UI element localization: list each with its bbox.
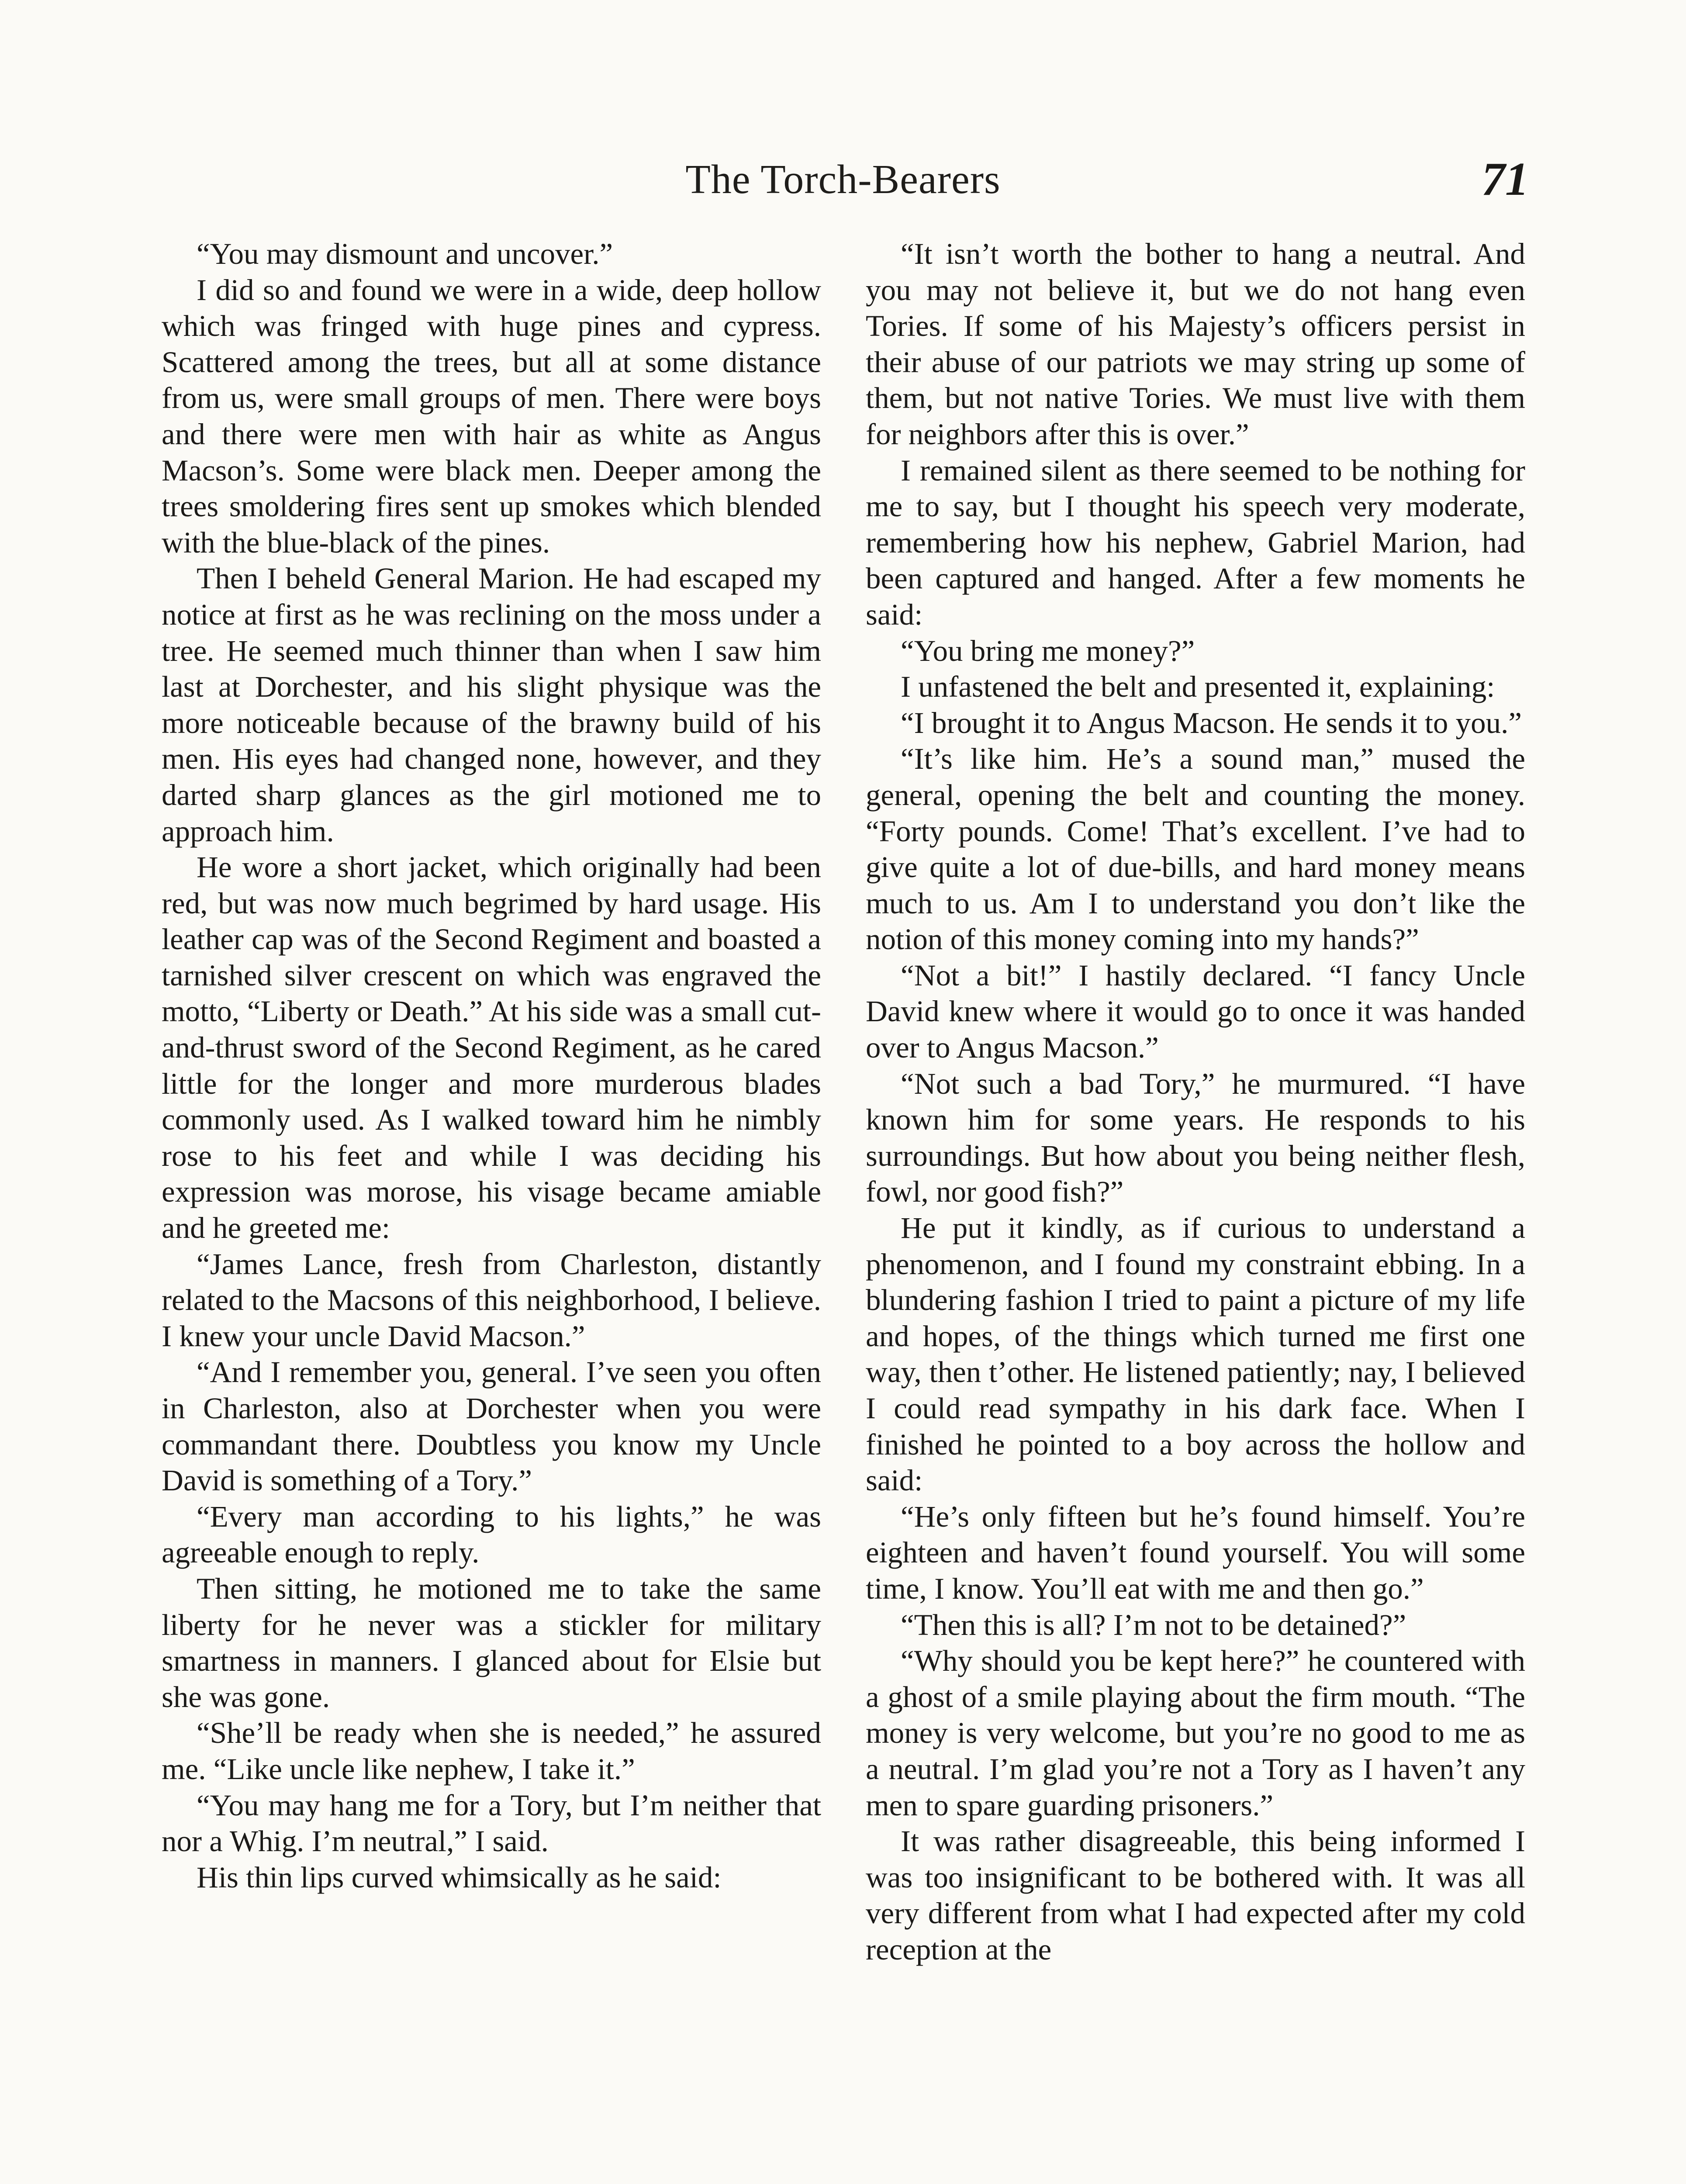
- paragraph: I remained silent as there seemed to be nothing for me to say, but I thought his speech very moderate, remembering how his nephew, Gabriel Marion, had been captured and hanged. After a few moments he said:: [866, 453, 1525, 631]
- paragraph: He wore a short jacket, which originally had been red, but was now much begrimed by hard usage. His leather cap was of the Second Regiment and boasted a tarnished silver crescent on which was engraved the motto, “Liberty or Death.” At his side was a small cut-and-thrust sword of the Second Regiment, as he cared little for the longer and more murderous blades commonly used. As I walked toward him he nimbly rose to his feet and while I was deciding his expression was morose, his visage became amiable and he greeted me:: [162, 850, 821, 1245]
- paragraph: “Not a bit!” I hastily declared. “I fancy Uncle David knew where it would go to once it was handed over to Angus Macson.”: [866, 958, 1525, 1064]
- paragraph: “You may hang me for a Tory, but I’m neither that nor a Whig. I’m neutral,” I said.: [162, 1788, 821, 1858]
- left-text-column: [162, 236, 821, 1895]
- paragraph: I unfastened the belt and presented it, explaining:: [901, 670, 1495, 704]
- paragraph: “You may dismount and uncover.”: [197, 237, 613, 270]
- right-text-column: [866, 236, 1525, 1968]
- paragraph: “I brought it to Angus Macson. He sends it to you.”: [901, 706, 1522, 740]
- paragraph: His thin lips curved whimsically as he said:: [197, 1860, 722, 1894]
- paragraph: “She’ll be ready when she is needed,” he assured me. “Like uncle like nephew, I take it.”: [162, 1716, 821, 1786]
- paragraph: “Not such a bad Tory,” he murmured. “I have known him for some years. He responds to his surroundings. But how about you being neither flesh, fowl, nor good fish?”: [866, 1067, 1525, 1209]
- paragraph: Then sitting, he motioned me to take the same liberty for he never was a stickler for military smartness in manners. I glanced about for Elsie but she was gone.: [162, 1572, 821, 1714]
- paragraph: I did so and found we were in a wide, deep hollow which was fringed with huge pines and cypress. Scattered among the trees, but all at some distance from us, were small groups of men. There were boys and there were men with hair as white as Angus Macson’s. Some were black men. Deeper among the trees smoldering fires sent up smokes which blended with the blue-black of the pines.: [162, 273, 821, 559]
- paragraph: “Then this is all? I’m not to be detained?”: [901, 1608, 1406, 1641]
- paragraph: He put it kindly, as if curious to understand a phenomenon, and I found my constraint ebbing. In a blundering fashion I tried to paint a picture of my life and hopes, of the things which turned me first one way, then t’other. He listened patiently; nay, I believed I could read sympathy in his dark face. When I finished he pointed to a boy across the hollow and said:: [866, 1211, 1525, 1497]
- paragraph: “Why should you be kept here?” he countered with a ghost of a smile playing about the firm mouth. “The money is very welcome, but you’re no good to me as a neutral. I’m glad you’re not a Tory as I haven’t any men to spare guarding prisoners.”: [866, 1644, 1525, 1822]
- paragraph: It was rather disagreeable, this being informed I was too insignificant to be bothered with. It was all very different from what I had expected after my cold reception at the: [866, 1825, 1525, 1966]
- paragraph: “James Lance, fresh from Charleston, distantly related to the Macsons of this neighborhood, I believe. I knew your uncle David Macson.”: [162, 1247, 821, 1353]
- paragraph: “You bring me money?”: [901, 634, 1195, 667]
- paragraph: “He’s only fifteen but he’s found himself. You’re eighteen and haven’t found yourself. You will some time, I know. You’ll eat with me and then go.”: [866, 1500, 1525, 1605]
- paragraph: “It’s like him. He’s a sound man,” mused the general, opening the belt and counting the money. “Forty pounds. Come! That’s excellent. I’ve had to give quite a lot of due-bills, and hard money means much to us. Am I to understand you don’t like the notion of this money coming into my hands?”: [866, 742, 1525, 956]
- page-header: [0, 147, 1686, 212]
- paragraph: “Every man according to his lights,” he was agreeable enough to reply.: [162, 1500, 821, 1569]
- running-title: The Torch-Bearers: [685, 157, 1001, 202]
- page-number: 71: [1482, 153, 1529, 205]
- paragraph: Then I beheld General Marion. He had escaped my notice at first as he was reclining on the moss under a tree. He seemed much thinner than when I saw him last at Dorchester, and his slight physique was the more noticeable because of the brawny build of his men. His eyes had changed none, however, and they darted sharp glances as the girl motioned me to approach him.: [162, 562, 821, 848]
- paragraph: “It isn’t worth the bother to hang a neutral. And you may not believe it, but we do not hang even Tories. If some of his Majesty’s officers persist in their abuse of our patriots we may string up some of them, but not native Tories. We must live with them for neighbors after this is over.”: [866, 237, 1525, 451]
- paragraph: “And I remember you, general. I’ve seen you often in Charleston, also at Dorchester when you were commandant there. Doubtless you know my Uncle David is something of a Tory.”: [162, 1355, 821, 1497]
